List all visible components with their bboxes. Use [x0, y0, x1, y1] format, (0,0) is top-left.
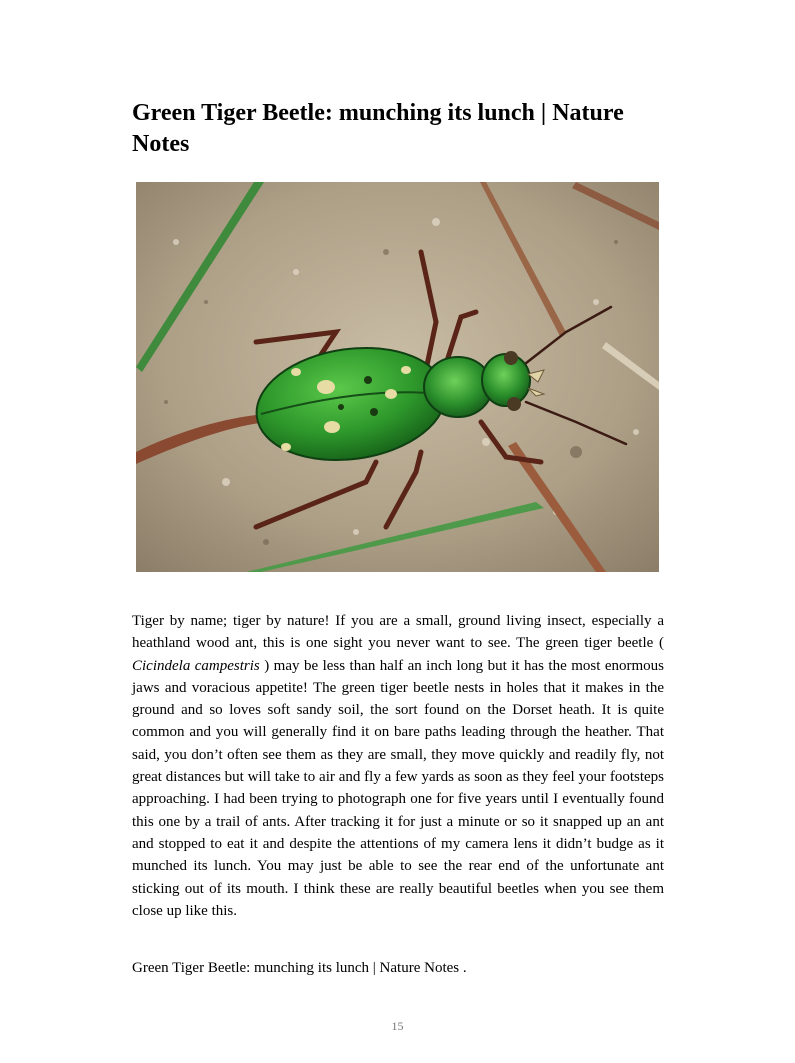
beetle-photo [136, 182, 659, 572]
article-body [132, 610, 664, 922]
body-text-part-1: Tiger by name; tiger by nature! If you are a small, ground living insect, especially a heathland wood ant, this is one sight you never want to see. The green tiger beetle ( [132, 613, 664, 652]
page-title: Green Tiger Beetle: munching its lunch | Nature Notes [132, 100, 624, 157]
beetle-illustration [136, 182, 659, 572]
page-number: 15 [391, 1019, 404, 1033]
species-name: Cicindela campestris [132, 657, 260, 674]
source-link[interactable]: Green Tiger Beetle: munching its lunch | Nature Notes . [132, 960, 467, 976]
body-text-part-2: ) may be less than half an inch long but it has the most enormous jaws and voracious appetite! The green tiger beetle nests in holes that it makes in the ground and so loves soft sandy soil, the sort found on the Dorset heath. It is quite common and you will generally find it on bare paths leading through the heather. That said, you don’t often see them as they are small, they move quickly and readily fly, not great distances but will take to air and fly a few yards as soon as they feel your footsteps approaching. I had been trying to photograph one for five years until I eventually found this one by a trail of ants. After tracking it for just a minute or so it snapped up an ant and stopped to eat it and despite the attentions of my camera lens it didn’t budge as it munched its lunch. You may just be able to see the rear end of the unfortunate ant sticking out of its mouth. I think these are really beautiful beetles when you see them close up like this. [132, 657, 664, 919]
